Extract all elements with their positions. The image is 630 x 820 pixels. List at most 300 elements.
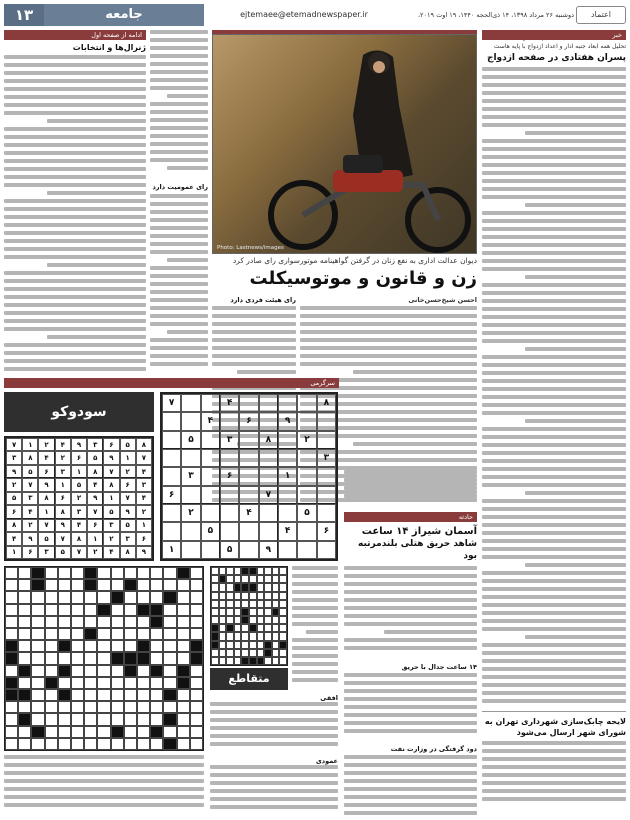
crossword-cell[interactable] [234,641,242,649]
crossword-cell[interactable] [279,616,287,624]
crossword-cell[interactable] [84,701,97,713]
crossword-cell[interactable] [163,726,176,738]
crossword-cell[interactable] [5,665,18,677]
crossword-cell[interactable] [257,583,265,591]
crossword-cell[interactable] [111,738,124,750]
crossword-cell[interactable] [226,641,234,649]
crossword-cell[interactable] [5,616,18,628]
crossword-cell[interactable] [124,701,137,713]
crossword-cell[interactable] [264,583,272,591]
crossword-cell[interactable] [84,677,97,689]
crossword-cell[interactable] [234,583,242,591]
crossword-cell[interactable] [84,713,97,725]
crossword-cell[interactable] [163,701,176,713]
crossword-cell[interactable] [150,567,163,579]
crossword-cell[interactable] [58,591,71,603]
crossword-cell[interactable] [45,713,58,725]
crossword-cell[interactable] [97,738,110,750]
crossword-cell[interactable] [257,600,265,608]
crossword-cell[interactable] [226,608,234,616]
crossword-cell[interactable] [177,701,190,713]
crossword-cell[interactable] [226,592,234,600]
crossword-cell[interactable] [97,591,110,603]
crossword-cell[interactable] [111,689,124,701]
crossword-cell[interactable] [58,640,71,652]
crossword-cell[interactable] [226,583,234,591]
crossword-cell[interactable] [190,640,203,652]
crossword-cell[interactable] [234,567,242,575]
crossword-cell[interactable] [71,616,84,628]
crossword-cell[interactable] [163,713,176,725]
crossword-cell[interactable] [264,616,272,624]
crossword-cell[interactable] [249,583,257,591]
crossword-cell[interactable] [97,677,110,689]
crossword-cell[interactable] [249,641,257,649]
crossword-cell[interactable] [249,567,257,575]
crossword-cell[interactable] [31,567,44,579]
crossword-cell[interactable] [279,632,287,640]
crossword-cell[interactable] [71,689,84,701]
crossword-cell[interactable] [219,657,227,665]
crossword-cell[interactable] [111,640,124,652]
crossword-cell[interactable] [97,689,110,701]
crossword-cell[interactable] [5,726,18,738]
crossword-cell[interactable] [31,677,44,689]
crossword-cell[interactable] [18,726,31,738]
crossword-cell[interactable] [71,677,84,689]
crossword-cell[interactable] [163,579,176,591]
crossword-cell[interactable] [111,579,124,591]
crossword-cell[interactable] [279,649,287,657]
crossword-cell[interactable] [219,616,227,624]
crossword-cell[interactable] [219,583,227,591]
crossword-cell[interactable] [31,701,44,713]
crossword-cell[interactable] [234,649,242,657]
crossword-cell[interactable] [211,567,219,575]
crossword-cell[interactable] [137,677,150,689]
crossword-cell[interactable] [71,579,84,591]
crossword-cell[interactable] [18,738,31,750]
crossword-cell[interactable] [150,677,163,689]
crossword-cell[interactable] [137,628,150,640]
crossword-cell[interactable] [279,600,287,608]
crossword-cell[interactable] [31,652,44,664]
crossword-cell[interactable] [279,657,287,665]
crossword-cell[interactable] [264,608,272,616]
crossword-cell[interactable] [272,575,280,583]
crossword-cell[interactable] [234,616,242,624]
crossword-cell[interactable] [31,738,44,750]
crossword-cell[interactable] [5,652,18,664]
crossword-cell[interactable] [190,652,203,664]
crossword-cell[interactable] [97,652,110,664]
crossword-cell[interactable] [177,689,190,701]
crossword-cell[interactable] [31,665,44,677]
crossword-cell[interactable] [249,616,257,624]
crossword-cell[interactable] [150,738,163,750]
crossword-cell[interactable] [58,689,71,701]
crossword-cell[interactable] [150,665,163,677]
crossword-cell[interactable] [111,652,124,664]
crossword-cell[interactable] [211,583,219,591]
crossword-cell[interactable] [5,677,18,689]
crossword-cell[interactable] [234,657,242,665]
crossword-cell[interactable] [111,628,124,640]
crossword-cell[interactable] [45,616,58,628]
crossword-cell[interactable] [241,624,249,632]
crossword-cell[interactable] [45,689,58,701]
crossword-cell[interactable] [211,592,219,600]
crossword-cell[interactable] [190,726,203,738]
crossword-cell[interactable] [150,652,163,664]
crossword-cell[interactable] [18,604,31,616]
crossword-cell[interactable] [190,604,203,616]
crossword-cell[interactable] [177,738,190,750]
crossword-cell[interactable] [45,628,58,640]
crossword-cell[interactable] [241,575,249,583]
crossword-cell[interactable] [219,592,227,600]
crossword-cell[interactable] [45,665,58,677]
crossword-cell[interactable] [137,591,150,603]
crossword-cell[interactable] [163,628,176,640]
crossword-cell[interactable] [219,567,227,575]
crossword-cell[interactable] [84,689,97,701]
crossword-cell[interactable] [31,726,44,738]
crossword-cell[interactable] [163,689,176,701]
crossword-cell[interactable] [71,567,84,579]
crossword-cell[interactable] [71,652,84,664]
crossword-cell[interactable] [272,657,280,665]
crossword-cell[interactable] [124,713,137,725]
crossword-cell[interactable] [163,640,176,652]
crossword-cell[interactable] [190,701,203,713]
crossword-cell[interactable] [211,624,219,632]
crossword-cell[interactable] [163,604,176,616]
crossword-cell[interactable] [163,652,176,664]
crossword-cell[interactable] [58,652,71,664]
crossword-cell[interactable] [279,624,287,632]
crossword-cell[interactable] [45,701,58,713]
crossword-cell[interactable] [58,726,71,738]
crossword-cell[interactable] [137,713,150,725]
crossword-cell[interactable] [264,624,272,632]
crossword-cell[interactable] [58,604,71,616]
crossword-cell[interactable] [234,592,242,600]
crossword-cell[interactable] [257,567,265,575]
crossword-cell[interactable] [58,738,71,750]
crossword-cell[interactable] [124,591,137,603]
crossword-cell[interactable] [137,579,150,591]
crossword-cell[interactable] [150,591,163,603]
crossword-cell[interactable] [234,575,242,583]
crossword-cell[interactable] [84,640,97,652]
crossword-cell[interactable] [241,567,249,575]
crossword-cell[interactable] [264,592,272,600]
crossword-cell[interactable] [264,641,272,649]
crossword-cell[interactable] [58,579,71,591]
crossword-cell[interactable] [150,616,163,628]
crossword-cell[interactable] [241,583,249,591]
crossword-cell[interactable] [124,579,137,591]
crossword-cell[interactable] [137,738,150,750]
crossword-cell[interactable] [226,657,234,665]
crossword-cell[interactable] [150,579,163,591]
crossword-cell[interactable] [18,567,31,579]
crossword-cell[interactable] [264,649,272,657]
crossword-cell[interactable] [177,616,190,628]
crossword-cell[interactable] [264,575,272,583]
crossword-cell[interactable] [5,713,18,725]
crossword-cell[interactable] [241,616,249,624]
crossword-cell[interactable] [137,567,150,579]
crossword-cell[interactable] [71,640,84,652]
crossword-cell[interactable] [84,652,97,664]
crossword-cell[interactable] [241,608,249,616]
crossword-cell[interactable] [211,641,219,649]
crossword-cell[interactable] [219,632,227,640]
crossword-cell[interactable] [97,665,110,677]
crossword-cell[interactable] [71,665,84,677]
crossword-cell[interactable] [71,628,84,640]
crossword-cell[interactable] [18,677,31,689]
crossword-cell[interactable] [97,604,110,616]
crossword-cell[interactable] [84,579,97,591]
crossword-cell[interactable] [219,649,227,657]
crossword-cell[interactable] [58,628,71,640]
crossword-cell[interactable] [31,689,44,701]
crossword-cell[interactable] [31,616,44,628]
crossword-cell[interactable] [111,616,124,628]
crossword-cell[interactable] [45,726,58,738]
crossword-cell[interactable] [190,738,203,750]
crossword-cell[interactable] [241,600,249,608]
crossword-cell[interactable] [272,583,280,591]
crossword-cell[interactable] [111,604,124,616]
crossword-cell[interactable] [177,677,190,689]
crossword-cell[interactable] [5,640,18,652]
crossword-cell[interactable] [177,567,190,579]
crossword-cell[interactable] [137,604,150,616]
crossword-cell[interactable] [150,604,163,616]
crossword-cell[interactable] [272,616,280,624]
crossword-cell[interactable] [84,616,97,628]
crossword-cell[interactable] [264,657,272,665]
crossword-cell[interactable] [124,604,137,616]
crossword-cell[interactable] [272,592,280,600]
crossword-cell[interactable] [219,600,227,608]
crossword-cell[interactable] [150,689,163,701]
crossword-cell[interactable] [97,579,110,591]
crossword-cell[interactable] [84,738,97,750]
crossword-cell[interactable] [211,616,219,624]
crossword-cell[interactable] [31,713,44,725]
crossword-cell[interactable] [249,575,257,583]
crossword-cell[interactable] [111,701,124,713]
crossword-cell[interactable] [226,649,234,657]
crossword-cell[interactable] [150,713,163,725]
crossword-cell[interactable] [31,579,44,591]
crossword-cell[interactable] [272,600,280,608]
crossword-cell[interactable] [257,632,265,640]
crossword-cell[interactable] [18,579,31,591]
crossword-cell[interactable] [84,628,97,640]
crossword-cell[interactable] [111,713,124,725]
crossword-cell[interactable] [18,713,31,725]
crossword-cell[interactable] [58,677,71,689]
crossword-cell[interactable] [137,652,150,664]
crossword-cell[interactable] [31,591,44,603]
crossword-cell[interactable] [177,579,190,591]
crossword-cell[interactable] [71,726,84,738]
crossword-cell[interactable] [45,591,58,603]
crossword-cell[interactable] [31,640,44,652]
crossword-cell[interactable] [279,583,287,591]
crossword-cell[interactable] [211,649,219,657]
crossword-cell[interactable] [257,641,265,649]
crossword-cell[interactable] [241,641,249,649]
crossword-cell[interactable] [279,567,287,575]
crossword-cell[interactable] [226,616,234,624]
crossword-cell[interactable] [190,616,203,628]
crossword-cell[interactable] [163,591,176,603]
crossword-cell[interactable] [257,592,265,600]
crossword-cell[interactable] [279,608,287,616]
crossword-cell[interactable] [264,632,272,640]
crossword-cell[interactable] [177,628,190,640]
section-email[interactable]: ejtemaee@etemadnewspaper.ir [240,10,368,19]
crossword-cell[interactable] [137,616,150,628]
crossword-cell[interactable] [18,616,31,628]
crossword-cell[interactable] [18,701,31,713]
crossword-cell[interactable] [58,616,71,628]
crossword-cell[interactable] [257,616,265,624]
crossword-cell[interactable] [111,677,124,689]
crossword-cell[interactable] [124,738,137,750]
crossword-cell[interactable] [219,624,227,632]
crossword-cell[interactable] [249,600,257,608]
crossword-cell[interactable] [226,632,234,640]
crossword-cell[interactable] [124,726,137,738]
crossword-cell[interactable] [84,726,97,738]
crossword-cell[interactable] [45,567,58,579]
crossword-cell[interactable] [163,738,176,750]
crossword-cell[interactable] [257,608,265,616]
crossword-cell[interactable] [177,713,190,725]
crossword-cell[interactable] [163,665,176,677]
crossword-cell[interactable] [163,616,176,628]
crossword-cell[interactable] [234,624,242,632]
crossword-cell[interactable] [177,726,190,738]
crossword-cell[interactable] [111,591,124,603]
crossword-cell[interactable] [190,579,203,591]
crossword-cell[interactable] [84,591,97,603]
crossword-cell[interactable] [84,567,97,579]
crossword-cell[interactable] [97,616,110,628]
crossword-cell[interactable] [124,665,137,677]
crossword-cell[interactable] [150,628,163,640]
crossword-cell[interactable] [190,677,203,689]
crossword-cell[interactable] [211,600,219,608]
crossword-cell[interactable] [150,726,163,738]
crossword-cell[interactable] [71,604,84,616]
crossword-cell[interactable] [211,608,219,616]
crossword-cell[interactable] [18,652,31,664]
crossword-cell[interactable] [249,657,257,665]
crossword-cell[interactable] [45,579,58,591]
crossword-cell[interactable] [124,616,137,628]
crossword-cell[interactable] [45,738,58,750]
crossword-cell[interactable] [272,641,280,649]
crossword-cell[interactable] [177,652,190,664]
crossword-cell[interactable] [137,726,150,738]
crossword-cell[interactable] [97,713,110,725]
crossword-cell[interactable] [45,677,58,689]
crossword-cell[interactable] [264,567,272,575]
crossword-cell[interactable] [190,591,203,603]
crossword-cell[interactable] [18,591,31,603]
crossword-cell[interactable] [163,567,176,579]
crossword-cell[interactable] [5,579,18,591]
crossword-cell[interactable] [234,600,242,608]
crossword-cell[interactable] [58,701,71,713]
crossword-cell[interactable] [177,640,190,652]
crossword-cell[interactable] [163,677,176,689]
crossword-cell[interactable] [97,726,110,738]
crossword-cell[interactable] [5,628,18,640]
crossword-cell[interactable] [124,677,137,689]
crossword-cell[interactable] [190,689,203,701]
crossword-cell[interactable] [190,665,203,677]
crossword-cell[interactable] [257,657,265,665]
crossword-cell[interactable] [71,738,84,750]
crossword-cell[interactable] [111,567,124,579]
crossword-cell[interactable] [226,624,234,632]
crossword-cell[interactable] [211,657,219,665]
crossword-cell[interactable] [31,628,44,640]
crossword-cell[interactable] [211,632,219,640]
crossword-cell[interactable] [249,608,257,616]
crossword-cell[interactable] [124,689,137,701]
crossword-cell[interactable] [137,689,150,701]
crossword-cell[interactable] [272,624,280,632]
crossword-cell[interactable] [211,575,219,583]
crossword-cell[interactable] [150,701,163,713]
crossword-cell[interactable] [241,632,249,640]
crossword-cell[interactable] [279,575,287,583]
crossword-cell[interactable] [71,701,84,713]
crossword-cell[interactable] [97,628,110,640]
crossword-cell[interactable] [58,567,71,579]
crossword-cell[interactable] [5,591,18,603]
crossword-cell[interactable] [234,608,242,616]
crossword-cell[interactable] [5,689,18,701]
crossword-cell[interactable] [226,600,234,608]
crossword-cell[interactable] [241,592,249,600]
crossword-cell[interactable] [58,713,71,725]
crossword-cell[interactable] [71,713,84,725]
crossword-cell[interactable] [124,628,137,640]
crossword-cell[interactable] [84,665,97,677]
crossword-cell[interactable] [45,640,58,652]
crossword-cell[interactable] [5,604,18,616]
crossword-cell[interactable] [150,640,163,652]
crossword-cell[interactable] [97,640,110,652]
crossword-cell[interactable] [18,665,31,677]
crossword-cell[interactable] [124,652,137,664]
crossword-cell[interactable] [279,641,287,649]
crossword-cell[interactable] [264,600,272,608]
crossword-cell[interactable] [241,649,249,657]
